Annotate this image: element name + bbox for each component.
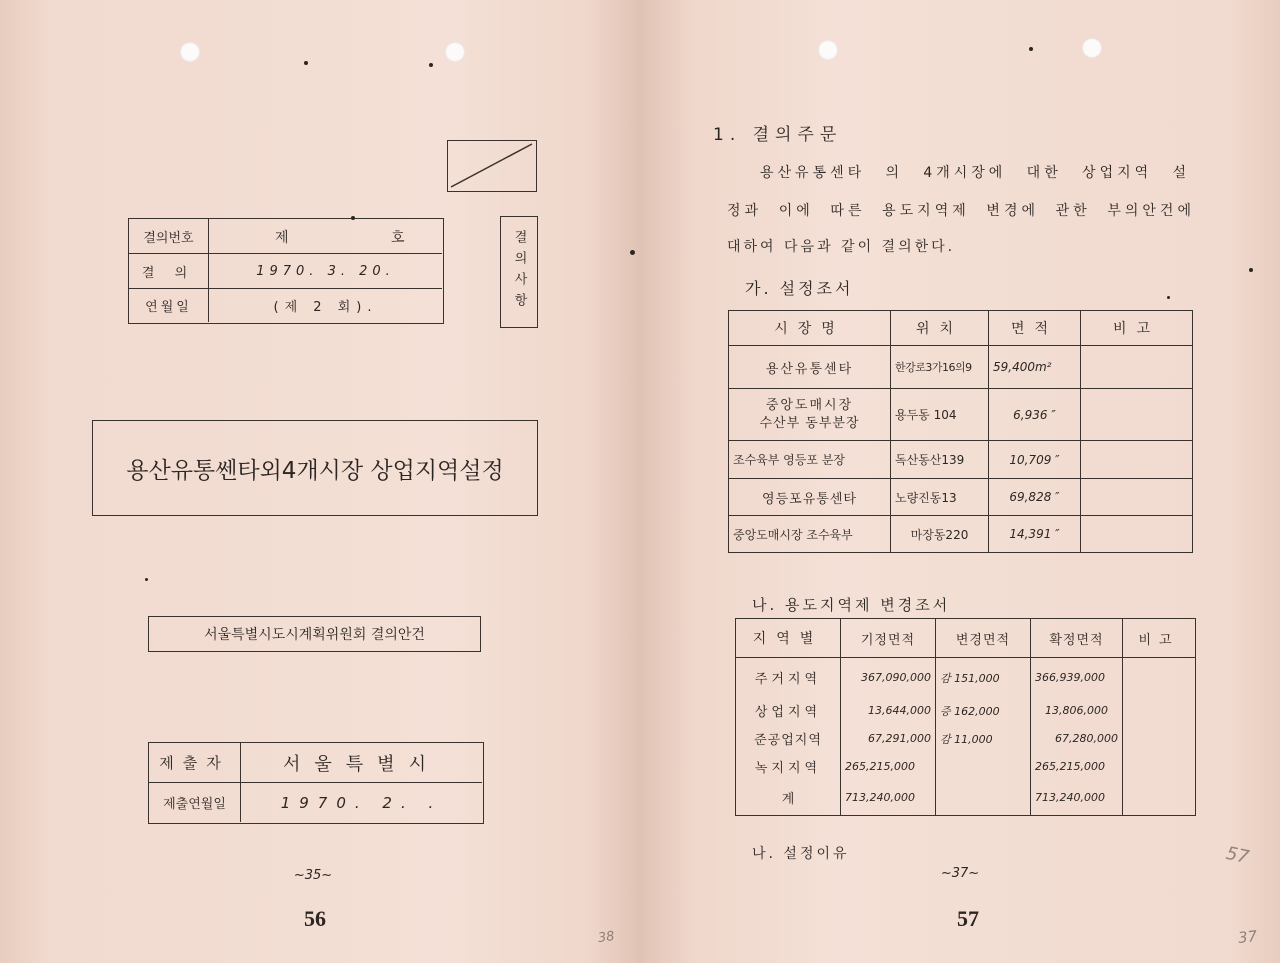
table-row [736, 658, 1196, 698]
location-cell: 노량진동13 [891, 479, 989, 516]
diagonal-line [448, 141, 535, 190]
market-name-line: 중앙도매시장 [765, 397, 854, 413]
submitter-label: 제출자 [149, 743, 241, 783]
area-cell: 6,936 ″ [989, 389, 1081, 441]
changed-area-cell: 감 151,000 [936, 658, 1031, 698]
section-heading-resolution: 1. 결의주문 [713, 125, 843, 145]
final-area-cell: 67,280,000 [1031, 724, 1123, 754]
submission-date-value: 1970. 2. . [280, 793, 443, 812]
existing-area-cell: 713,240,000 [841, 780, 936, 816]
existing-area-cell: 367,090,000 [841, 658, 936, 698]
margin-note: 38 [597, 928, 616, 947]
region-cell: 계 [736, 780, 841, 816]
market-name-cell: 영등포유통센타 [729, 479, 891, 516]
note-cell [1123, 754, 1196, 780]
location-cell: 독산동산139 [891, 441, 989, 479]
column-header-final-area: 확정면적 [1031, 619, 1123, 658]
resolution-date-label-top: 결 의 [129, 254, 209, 289]
section-heading-market-setting: 가. 설정조서 [745, 279, 854, 298]
region-cell: 준공업지역 [736, 724, 841, 754]
resolution-number-cell [209, 219, 442, 254]
resolution-number-label: 결의번호 [129, 219, 209, 254]
column-header-region: 지역별 [736, 619, 841, 658]
location-cell: 한강로3가16의9 [891, 346, 989, 389]
column-header-existing-area: 기정면적 [841, 619, 936, 658]
final-area-cell: 713,240,000 [1031, 780, 1123, 816]
resolution-text-line: 용산유통센타 의 4개시장에 대한 상업지역 설 [760, 165, 1190, 181]
region-cell: 주거지역 [736, 658, 841, 698]
table-row [729, 516, 1193, 553]
resolution-text-line: 정과 이에 따른 용도지역제 변경에 관한 부의안건에 [727, 203, 1195, 219]
area-cell: 69,828 ″ [989, 479, 1081, 516]
resolution-session-value: (제 2 회). [273, 300, 378, 315]
existing-area-cell: 265,215,000 [841, 754, 936, 780]
market-name-cell [729, 389, 891, 441]
note-cell [1081, 516, 1193, 553]
submission-date-label: 제출연월일 [149, 783, 241, 822]
location-cell: 마장동220 [891, 516, 989, 553]
region-cell: 상업지역 [736, 698, 841, 724]
table-row [729, 441, 1193, 479]
resolution-date-label-bottom: 연월일 [129, 289, 209, 322]
changed-area-cell [936, 754, 1031, 780]
table-row [729, 389, 1193, 441]
column-header-note: 비고 [1123, 619, 1196, 658]
changed-area-cell [936, 780, 1031, 816]
market-name-cell: 조수육부 영등포 분장 [729, 441, 891, 479]
market-name-line: 수산부 동부분장 [759, 415, 860, 431]
note-cell [1081, 441, 1193, 479]
column-header-area: 면적 [989, 311, 1081, 346]
note-cell [1081, 346, 1193, 389]
table-row [736, 780, 1196, 816]
column-header-note: 비고 [1081, 311, 1193, 346]
table-row [736, 698, 1196, 724]
resolution-number-suffix: 호 [391, 230, 405, 246]
market-name-cell: 중앙도매시장 조수육부 [729, 516, 891, 553]
market-name-cell: 용산유통센타 [729, 346, 891, 389]
final-area-cell: 13,806,000 [1031, 698, 1123, 724]
page-number: 57 [957, 906, 979, 931]
table-row [729, 346, 1193, 389]
area-cell: 59,400m² [989, 346, 1081, 389]
resolution-matters-box [500, 216, 538, 328]
column-header-market-name: 시장명 [729, 311, 891, 346]
table-header-row [729, 311, 1193, 346]
submitter-value: 서울특별시 [241, 743, 482, 783]
market-setting-table [728, 310, 1193, 553]
title-box [92, 420, 538, 516]
resolution-info-table [128, 218, 444, 324]
region-cell: 녹지지역 [736, 754, 841, 780]
final-area-cell: 366,939,000 [1031, 658, 1123, 698]
page-number: 56 [304, 906, 326, 931]
final-area-cell: 265,215,000 [1031, 754, 1123, 780]
page-subtitle: 서울특별시도시계획위원회 결의안건 [204, 627, 425, 643]
right-page [640, 0, 1280, 963]
area-cell: 14,391 ″ [989, 516, 1081, 553]
note-cell [1123, 658, 1196, 698]
table-row [736, 754, 1196, 780]
submitter-table [148, 742, 484, 824]
page-title: 용산유통쎈타외4개시장 상업지역설정 [126, 457, 504, 484]
resolution-text-line: 대하여 다음과 같이 결의한다. [727, 239, 956, 255]
resolution-date-value: 1970. 3. 20. [209, 254, 442, 289]
section-heading-zoning-change: 나. 용도지역제 변경조서 [752, 596, 951, 614]
area-cell: 10,709 ″ [989, 441, 1081, 479]
ink-dot [351, 216, 355, 220]
empty-stamp-box [447, 140, 537, 192]
note-cell [1081, 389, 1193, 441]
section-heading-setting-reason: 나. 설정이유 [752, 846, 850, 862]
existing-area-cell: 13,644,000 [841, 698, 936, 724]
margin-note: 57 [1224, 842, 1251, 869]
column-header-location: 위치 [891, 311, 989, 346]
resolution-matters-label: 결의사항 [511, 230, 527, 314]
table-row [729, 479, 1193, 516]
table-row [736, 724, 1196, 754]
note-cell [1123, 698, 1196, 724]
zoning-change-table [735, 618, 1196, 816]
page-marker: ~35~ [293, 868, 333, 883]
changed-area-cell: 감 11,000 [936, 724, 1031, 754]
resolution-number-prefix: 제 [275, 230, 289, 246]
column-header-changed-area: 변경면적 [936, 619, 1031, 658]
note-cell [1123, 724, 1196, 754]
margin-note: 37 [1237, 927, 1258, 947]
changed-area-cell: 증 162,000 [936, 698, 1031, 724]
location-cell: 용두동 104 [891, 389, 989, 441]
existing-area-cell: 67,291,000 [841, 724, 936, 754]
table-header-row [736, 619, 1196, 658]
page-marker: ~37~ [940, 866, 980, 881]
note-cell [1081, 479, 1193, 516]
note-cell [1123, 780, 1196, 816]
subtitle-box [148, 616, 481, 652]
